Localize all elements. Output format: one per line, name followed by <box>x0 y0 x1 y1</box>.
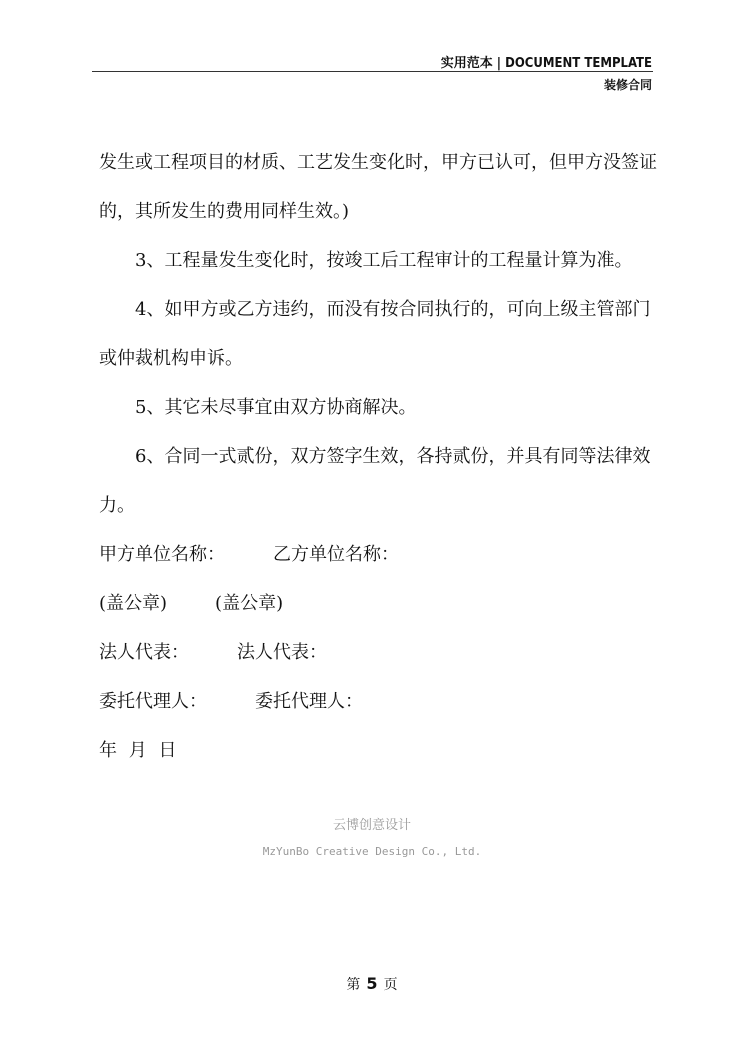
page-number <box>0 974 744 994</box>
page-prefix: 第 <box>346 977 361 993</box>
clause-6: 6、合同一式贰份，双方签字生效，各持贰份，并具有同等法律效力。 <box>99 446 651 516</box>
clause-4: 4、如甲方或乙方违约，而没有按合同执行的，可向上级主管部门或仲裁机构申诉。 <box>99 299 651 369</box>
paragraph-continued: 发生或工程项目的材质、工艺发生变化时，甲方已认可，但甲方没签证的，其所发生的费用同样生效。) <box>99 152 657 222</box>
clause-3: 3、工程量发生变化时，按竣工后工程审计的工程量计算为准。 <box>135 250 633 271</box>
header-divider <box>92 71 653 72</box>
party-a-agent-label: 委托代理人： <box>99 691 207 712</box>
document-body <box>99 138 659 775</box>
clause-5: 5、其它未尽事宜由双方协商解决。 <box>135 397 417 418</box>
party-b-agent-label: 委托代理人： <box>255 691 363 712</box>
page-suffix: 页 <box>383 977 398 993</box>
party-a-unit-name-label: 甲方单位名称： <box>99 544 225 565</box>
footer-company-cn: 云博创意设计 <box>332 818 411 833</box>
party-a-representative-label: 法人代表： <box>99 642 189 663</box>
signature-row-representative <box>99 628 659 677</box>
signature-date: 年 月 日 <box>99 740 177 761</box>
party-a-seal-label: (盖公章) <box>99 593 168 614</box>
header-subtitle: 装修合同 <box>603 78 652 92</box>
signature-row-unit-name <box>99 530 659 579</box>
page-number-value: 5 <box>366 974 378 993</box>
footer-company-en: MzYunBo Creative Design Co., Ltd. <box>262 845 482 858</box>
party-b-seal-label: (盖公章) <box>215 593 284 614</box>
signature-row-agent <box>99 677 659 726</box>
party-b-representative-label: 法人代表： <box>237 642 327 663</box>
party-b-unit-name-label: 乙方单位名称： <box>273 544 399 565</box>
signature-row-seal <box>99 579 659 628</box>
header-title: 实用范本 | DOCUMENT TEMPLATE <box>440 56 652 71</box>
